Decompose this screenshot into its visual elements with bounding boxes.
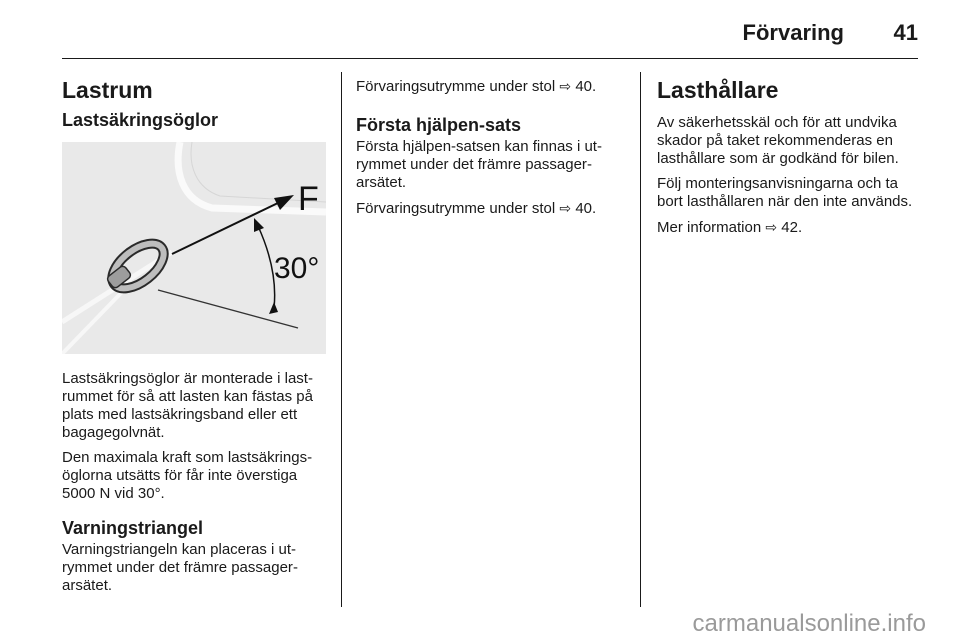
page-reference-link[interactable]: 42. bbox=[781, 219, 803, 236]
page-header bbox=[62, 14, 918, 58]
page-reference-link[interactable]: 40. bbox=[575, 78, 597, 95]
section-heading-lasthallare: Lasthållare bbox=[657, 77, 779, 103]
header-title: Förvaring bbox=[742, 20, 844, 45]
paragraph-first-aid: Första hjälpen-satsen kan finnas i utrymmet under det främre passagerarsätet. bbox=[356, 138, 602, 191]
page-reference-link[interactable]: 40. bbox=[575, 200, 597, 217]
tie-down-eye-illustration bbox=[62, 142, 326, 354]
page-reference-icon: ⇨ bbox=[765, 219, 778, 235]
subheading-forsta-hjalpen: Första hjälpen-sats bbox=[356, 115, 522, 135]
paragraph-roof-rack-safety: Av säkerhetsskäl och för att undvika skador på taket rekommenderas en lasthållare som är godkänd för bilen. bbox=[657, 114, 899, 167]
watermark: carmanualsonline.info bbox=[692, 610, 926, 637]
page-reference-icon: ⇨ bbox=[559, 200, 572, 216]
column-divider bbox=[341, 72, 342, 607]
paragraph-tie-down-info: Lastsäkringsöglor är monterade i lastrummet för så att lasten kan fästas på plats med lastsäkringsband eller ett bagagegolvnät. bbox=[62, 370, 313, 441]
page-reference-icon: ⇨ bbox=[559, 78, 572, 94]
storage-reference-1: Förvaringsutrymme under stol ⇨ 40. bbox=[356, 78, 597, 95]
storage-reference-2: Förvaringsutrymme under stol ⇨ 40. bbox=[356, 200, 597, 217]
header-rule bbox=[62, 58, 918, 59]
force-label: F bbox=[298, 180, 319, 218]
column-divider bbox=[640, 72, 641, 607]
page-number: 41 bbox=[893, 20, 918, 45]
angle-label: 30° bbox=[274, 252, 320, 285]
column-right bbox=[657, 72, 923, 244]
subheading-varningstriangel: Varningstriangel bbox=[62, 518, 204, 538]
subheading-lastsakringsoglor: Lastsäkringsöglor bbox=[62, 110, 219, 130]
column-left bbox=[62, 72, 328, 602]
paragraph-max-force: Den maximala kraft som lastsäkringsöglorna utsätts för får inte överstiga 5000 N vid 30°. bbox=[62, 449, 313, 502]
paragraph-mounting-instructions: Följ monteringsanvisningarna och ta bort lasthållaren när den inte används. bbox=[657, 175, 913, 210]
more-information-reference: Mer information ⇨ 42. bbox=[657, 219, 803, 236]
section-heading-lastrum: Lastrum bbox=[62, 77, 153, 103]
column-middle bbox=[356, 72, 626, 225]
paragraph-warning-triangle: Varningstriangeln kan placeras i utrymmet under det främre passagerarsätet. bbox=[62, 541, 298, 594]
